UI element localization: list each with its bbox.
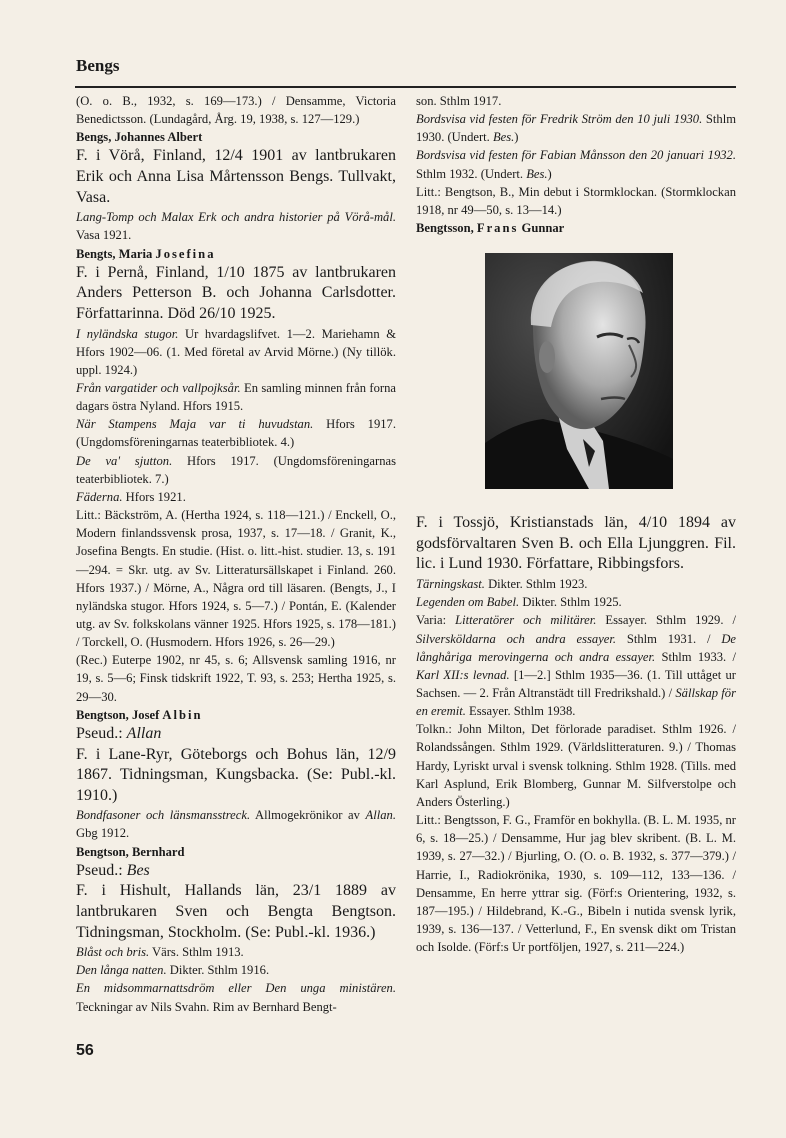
work-details: Dikter. Sthlm 1923. [484,577,588,592]
literature-list: Litt.: Bengtson, B., Min debut i Stormklockan. (Stormklockan 1918, nr 49—50, s. 13—14.) [416,184,736,217]
work-title: När Stampens Maja var ti huvudstan. [76,417,314,432]
work-title: I nyländska stugor. [76,326,179,341]
entry-name-frans-gunnar-bengtsson [416,219,736,237]
work-item [416,593,736,611]
pseudonym-line [76,724,396,745]
name-part: Gunnar [518,221,565,236]
work-details: Dikter. Sthlm 1925. [519,595,622,610]
name-spaced: Josefina [155,246,216,261]
work-details: Allmogekrönikor av [250,808,366,823]
entry-name-maria-josefina-bengts [76,245,396,263]
work-title: Legenden om Babel. [416,595,520,610]
work-item [76,488,396,506]
header-rule [75,86,736,88]
pseudonym-line [76,861,396,882]
work-details: Hfors 1917. (Ungdomsföreningarnas teaterbibliotek. 7.) [76,453,396,486]
work-title: Blåst och bris. [76,945,150,960]
work-item [76,379,396,415]
entry-bio: F. i Hishult, Hallands län, 23/1 1889 av lantbrukaren Sven och Bengta Bengtson. Tidningsman, Stockholm. (Se: Publ.-kl. 1936.) [76,882,396,941]
varia-list [416,611,736,720]
varia-label: Varia: [416,613,456,628]
work-item [76,452,396,488]
work-details: En samling minnen från forna dagars östra Nyland. Hfors 1915. [76,380,396,414]
work-details: Essayer. Sthlm 1938. [465,704,576,719]
work-item [76,979,396,1015]
work-title: Bordsvisa vid festen för Fredrik Ström den 10 juli 1930. [416,112,703,127]
review-list: (Rec.) Euterpe 1902, nr 45, s. 6; Allsvensk samling 1916, nr 19, s. 5—6; Finsk tidskrift 1922, T. 93, s. 253; Hertha 1925, s. 29—30. [76,653,396,704]
name-spaced: Frans [476,221,519,236]
work-author: Bes. [526,166,548,181]
continuation-text: (O. o. B., 1932, s. 169—173.) / Densamme, Victoria Benedictsson. (Lundagård, Årg. 19, 1938, s. 127—129.) [76,94,396,127]
entry-name-bernhard-bengtson: Bengtson, Bernhard [76,844,185,859]
pseudonym: Allan [126,724,162,742]
name-spaced: Albin [162,707,203,722]
portrait-drawing [485,253,673,489]
work-title: Från vargatider och vallpojksår. [76,380,241,395]
work-title: Den långa natten. [76,963,167,978]
work-title: Tärningskast. [416,577,485,592]
entry-bio: F. i Tossjö, Kristianstads län, 4/10 1894 av godsförvaltaren Sven B. och Ella Ljunggren. Fil. lic. i Lund 1930. Författare, Ribbingsfors. [416,514,736,573]
work-details: ) [514,130,519,145]
entry-name-johannes-albert-bengs: Bengs, Johannes Albert [76,130,203,145]
work-details: Teckningar av Nils Svahn. Rim av Bernhard Bengt- [76,999,337,1014]
continuation-text: son. Sthlm 1917. [416,94,502,108]
work-title: Bondfasoner och länsmansstreck. [76,808,251,823]
entry-bio: F. i Lane-Ryr, Göteborgs och Bohus län, 12/9 1867. Tidningsman, Kungsbacka. (Se: Publ.-kl. 1910.) [76,745,396,804]
pseudonym-label: Pseud.: [76,861,127,879]
work-details: Vasa 1921. [76,228,132,243]
work-title: De långhåriga merovingerna och andra essayer. [416,631,736,664]
entry-bio: F. i Vörå, Finland, 12/4 1901 av lantbrukaren Erik och Anna Lisa Mårtensson Bengs. Tullvakt, Vasa. [76,147,396,206]
work-item [76,943,396,961]
work-details: Hfors 1917. (Ungdomsföreningarnas teaterbibliotek. 4.) [76,417,396,450]
work-item [76,208,396,244]
work-title: Litteratörer och militärer. [455,613,597,628]
work-details: Gbg 1912. [76,826,130,841]
work-title: Fäderna. [76,489,123,504]
work-author: Allan. [365,808,396,823]
right-column [416,92,736,956]
name-part: Bengtson, Josef [76,707,163,722]
work-item [76,961,396,979]
pseudonym: Bes [126,861,150,879]
work-item [76,806,396,842]
running-head: Bengs [76,56,120,75]
author-portrait-photo [485,253,673,489]
work-details: Sthlm 1932. (Undert. [416,166,527,181]
portrait-spacer [416,489,736,513]
left-column [76,92,396,1016]
work-item [76,415,396,451]
work-title: En midsommarnattsdröm eller Den unga ministären. [76,981,396,996]
work-details: Värs. Sthlm 1913. [149,945,244,960]
entry-bio: F. i Pernå, Finland, 1/10 1875 av lantbrukaren Anders Petterson B. och Johanna Carlsdotter. Författarinna. Död 26/10 1925. [76,263,396,322]
work-details: ) [547,166,552,181]
work-title: Lang-Tomp och Malax Erk och andra historier på Vörå-mål. [76,210,396,225]
page-number: 56 [76,1042,94,1059]
work-title: Silversköldarna och andra essayer. [416,631,617,646]
work-title: Karl XII:s levnad. [416,667,510,682]
pseudonym-label: Pseud.: [76,724,127,742]
work-title: De va' sjutton. [76,453,173,468]
work-title: Bordsvisa vid festen för Fabian Månsson den 20 januari 1932. [416,148,736,163]
work-item [416,575,736,593]
literature-list: Litt.: Bengtsson, F. G., Framför en bokhylla. (B. L. M. 1935, nr 6, s. 18—25.) / Densamme, Hur jag blev skribent. (B. L. M. 1939, s. 27—32.) / Bjurling, O. (O. o. B. 1932, s. 377—379.) / Harrie, I., Radiokrönika, 1930, s. 109—112, 133—136. / Densamme, En herre yttrar sig. (Förf:s Orientering, 1932, s. 187—195.) / Hildebrand, K.-G., Bibeln i nutida svensk lyrik, 1939, s. 136—137. / Vetterlund, F., En svensk dikt om Tristan och Isolde. (Förf:s Ur portföljen, 1927, s. 211—224.) [416,813,736,955]
work-details: Sthlm 1930. (Undert. [416,112,736,145]
work-details: Sthlm 1933. / [655,649,737,664]
work-item [416,146,736,182]
work-details: Ur hvardagslifvet. 1—2. Mariehamn & Hfors 1902—06. (1. Med företal av Arvid Mörne.) (Ny tillök. uppl. 1924.) [76,326,396,377]
work-author: Bes. [492,130,515,145]
entry-name-josef-albin-bengtson [76,706,396,724]
name-part: Bengts, Maria [76,246,156,261]
work-item [76,325,396,379]
work-title: Sällskap för en eremit. [416,685,736,719]
name-part: Bengtsson, [416,221,477,236]
work-details: Dikter. Sthlm 1916. [166,963,270,978]
translations-list: Tolkn.: John Milton, Det förlorade paradiset. Sthlm 1926. / Rolandssången. Sthlm 1929. (Världslitteraturen. 9.) / Thomas Hardy, Lyriskt urval i svensk tolkning. Sthlm 1928. (Tills. med Karl Asplund, Erik Blomberg, Gunnar M. Silfverstolpe och Anders Österling.) [416,722,736,809]
literature-list: Litt.: Bäckström, A. (Hertha 1924, s. 118—121.) / Enckell, O., Modern finlandssvensk prosa, 1937, s. 17—18. / Granit, K., Josefina Bengts. En studie. (Hist. o. litt.-hist. studier. 13, s. 191—294. = Skr. utg. av Sv. Litteratursällskapet i Finland. 260. Hfors 1937.) / Mörne, A., Några ord till läsaren. (Bengts, J., I nyländska stugor. Hfors 1924, s. 5—7.) / Pontán, E. (Kalender utg. av Sv. folkskolans vänner 1925. Hfors 1925, s. 178—181.) / Torckell, O. (Husmodern. Hfors 1926, s. 26—29.) [76,508,396,650]
work-details: Hfors 1921. [122,489,186,504]
work-details: Essayer. Sthlm 1929. / [596,613,736,628]
work-details: Sthlm 1931. / [616,631,722,646]
work-details: [1—2.] Sthlm 1935—36. (1. Till uttåget ur Sachsen. — 2. Från Altranstädt till Fredrikshald.) / [416,667,736,700]
work-item [416,110,736,146]
